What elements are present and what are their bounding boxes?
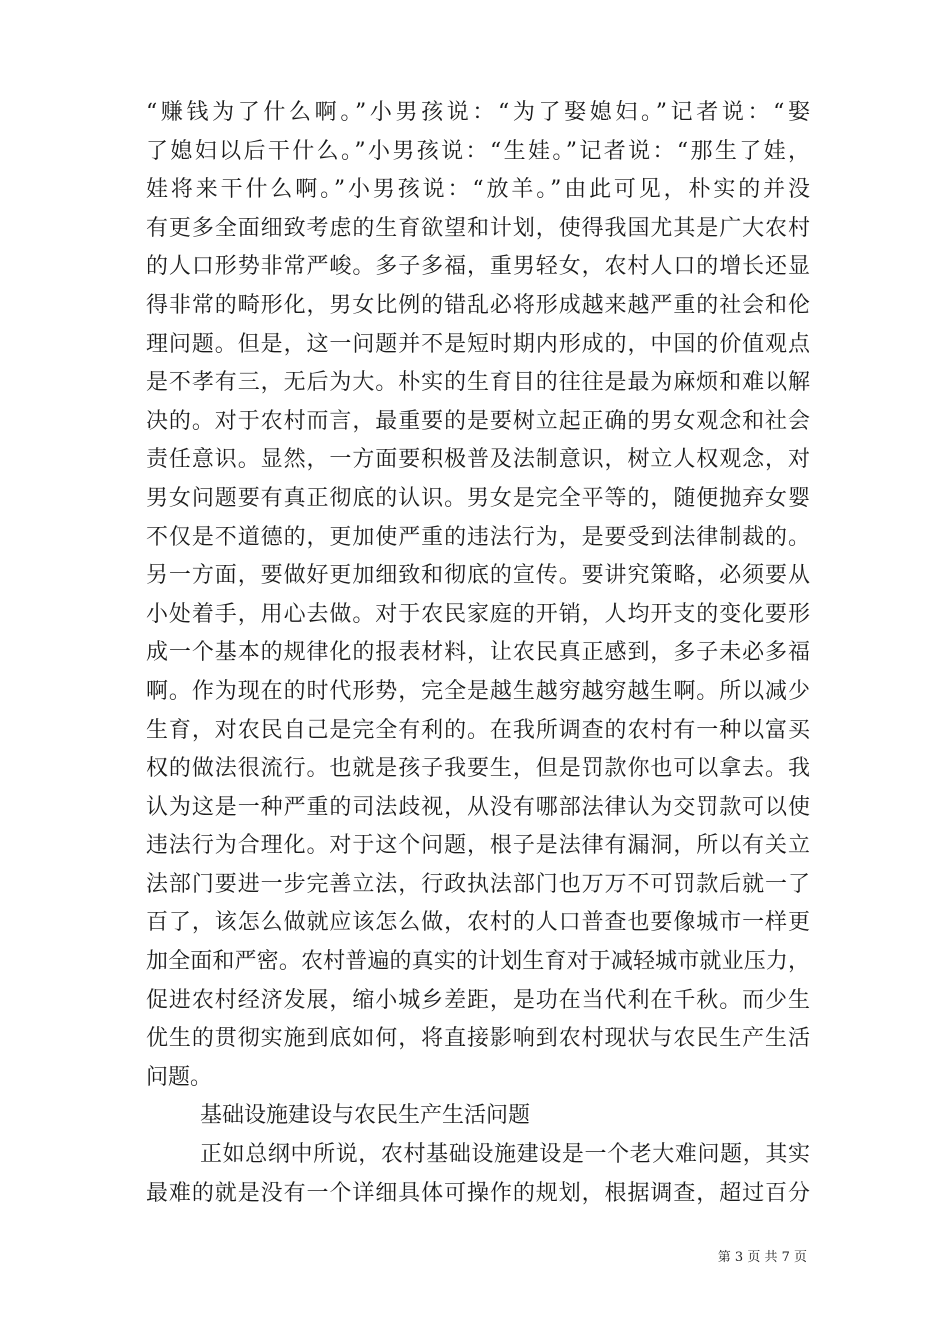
- text-line: 有更多全面细致考虑的生育欲望和计划，使得我国尤其是广大农村: [146, 215, 810, 241]
- text-line: 小处着手，用心去做。对于农民家庭的开销，人均开支的变化要形: [146, 601, 810, 627]
- text-line: 理问题。但是，这一问题并不是短时期内形成的，中国的价值观点: [146, 331, 810, 357]
- text-line: 得非常的畸形化，男女比例的错乱必将形成越来越严重的社会和伦: [146, 292, 810, 318]
- text-line: 加全面和严密。农村普遍的真实的计划生育对于减轻城市就业压力，: [146, 949, 810, 975]
- text-line: 了媳妇以后干什么。”小男孩说：“生娃。”记者说：“那生了娃，: [146, 138, 810, 164]
- text-line: 成一个基本的规律化的报表材料，让农民真正感到，多子未必多福: [146, 640, 810, 666]
- text-line: 正如总纲中所说，农村基础设施建设是一个老大难问题，其实: [200, 1142, 810, 1168]
- section-heading: 基础设施建设与农民生产生活问题: [200, 1103, 531, 1129]
- document-body: [146, 94, 810, 1213]
- text-line: 促进农村经济发展，缩小城乡差距，是功在当代利在千秋。而少生: [146, 987, 810, 1013]
- text-line: 决的。对于农村而言，最重要的是要树立起正确的男女观念和社会: [146, 408, 810, 434]
- text-line: 优生的贯彻实施到底如何，将直接影响到农村现状与农民生产生活: [146, 1026, 810, 1052]
- text-line: 娃将来干什么啊。”小男孩说：“放羊。”由此可见，朴实的并没: [146, 177, 810, 203]
- text-line: 问题。: [146, 1064, 213, 1090]
- text-line: 违法行为合理化。对于这个问题，根子是法律有漏洞，所以有关立: [146, 833, 810, 859]
- text-line: 不仅是不道德的，更加使严重的违法行为，是要受到法律制裁的。: [146, 524, 810, 550]
- text-line: 是不孝有三，无后为大。朴实的生育目的往往是最为麻烦和难以解: [146, 370, 810, 396]
- text-line: “赚钱为了什么啊。”小男孩说：“为了娶媳妇。”记者说：“娶: [146, 100, 810, 125]
- text-line: 认为这是一种严重的司法歧视，从没有哪部法律认为交罚款可以使: [146, 794, 810, 820]
- text-line: 百了，该怎么做就应该怎么做，农村的人口普查也要像城市一样更: [146, 910, 810, 936]
- text-line: 生育，对农民自己是完全有利的。在我所调查的农村有一种以富买: [146, 717, 810, 743]
- text-line: 法部门要进一步完善立法，行政执法部门也万万不可罚款后就一了: [146, 871, 810, 897]
- text-line: 男女问题要有真正彻底的认识。男女是完全平等的，随便抛弃女婴: [146, 485, 810, 511]
- page-number: 第 3 页 共 7 页: [717, 1250, 807, 1265]
- text-line: 啊。作为现在的时代形势，完全是越生越穷越穷越生啊。所以减少: [146, 678, 810, 704]
- text-line: 权的做法很流行。也就是孩子我要生，但是罚款你也可以拿去。我: [146, 756, 810, 782]
- text-line: 责任意识。显然，一方面要积极普及法制意识，树立人权观念，对: [146, 447, 810, 473]
- text-line: 最难的就是没有一个详细具体可操作的规划，根据调查，超过百分: [146, 1180, 810, 1206]
- text-line: 另一方面，要做好更加细致和彻底的宣传。要讲究策略，必须要从: [146, 563, 810, 589]
- text-line: 的人口形势非常严峻。多子多福，重男轻女，农村人口的增长还显: [146, 254, 810, 280]
